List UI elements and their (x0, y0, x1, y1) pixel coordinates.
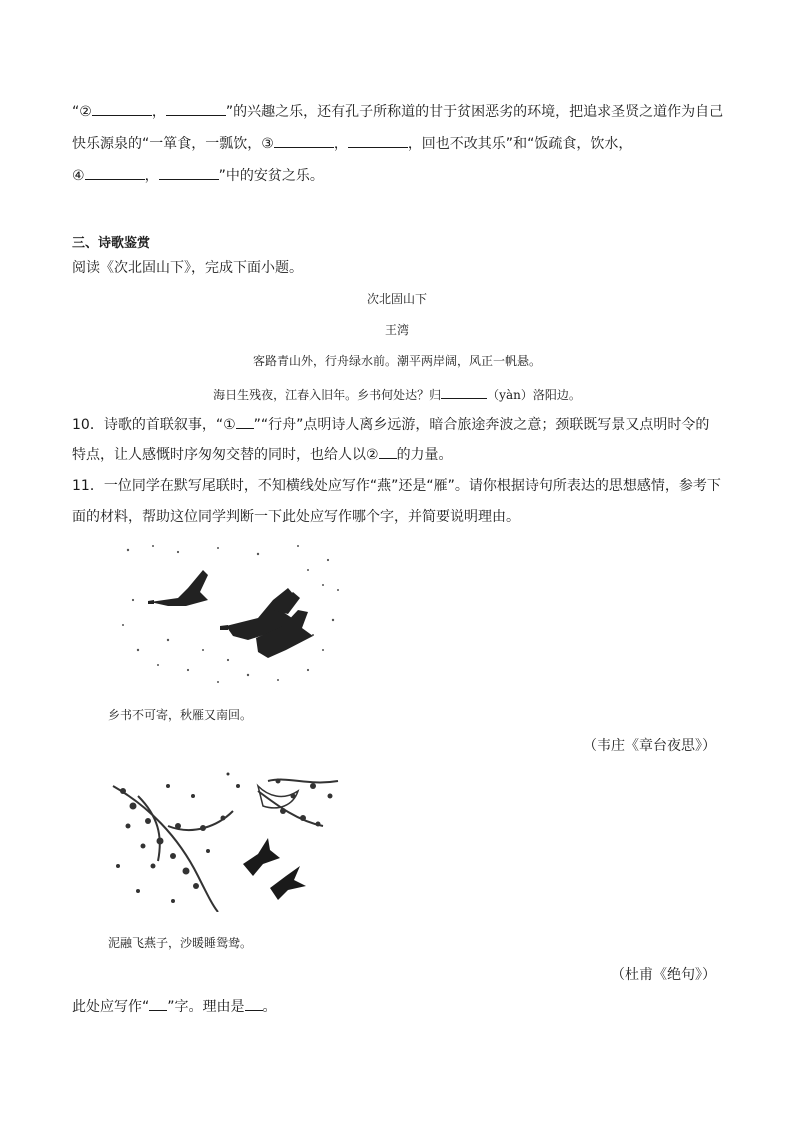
text-segment: ， (144, 168, 159, 184)
geese-illustration (108, 540, 350, 690)
text-segment: 的力量。 (396, 447, 453, 463)
fill-blank[interactable] (441, 384, 487, 399)
question-11-line-1: 11．一位同学在默写尾联时，不知横线处应写作“燕”还是“雁”。请你根据诗句所表达的思想感情，参考下 (72, 478, 721, 494)
text-segment: “② (72, 104, 92, 120)
text-line-3 (72, 165, 722, 186)
question-11-line-2: 面的材料，帮助这位同学判断一下此处应写作哪个字，并简要说明理由。 (72, 509, 520, 525)
text-segment: ，回也不改其乐”和“饭疏食，饮水， (407, 136, 633, 152)
text-segment: ”中的安贫之乐。 (218, 168, 324, 184)
text-segment: （yàn）洛阳边。 (487, 388, 581, 402)
material-2-source: （杜甫《绝句》） (611, 967, 716, 983)
poem-line-1: 客路青山外，行舟绿水前。潮平两岸阔，风正一帆悬。 (252, 354, 541, 368)
text-line-2 (72, 133, 722, 154)
fill-blank[interactable] (159, 165, 219, 180)
material-1-caption: 乡书不可寄，秋雁又南回。 (108, 708, 253, 722)
fill-blank[interactable] (379, 444, 397, 459)
material-2-caption: 泥融飞燕子，沙暖睡鸳鸯。 (108, 936, 253, 950)
material-1-source: （韦庄《章台夜思》） (583, 738, 716, 754)
text-segment: 海日生残夜，江春入旧年。乡书何处达？归 (213, 388, 442, 402)
fill-blank[interactable] (274, 133, 334, 148)
poem-title: 次北固山下 (366, 292, 427, 306)
section-heading: 三、诗歌鉴赏 (72, 236, 151, 251)
text-segment: ， (151, 104, 166, 120)
text-segment: ④ (72, 168, 85, 184)
fill-blank[interactable] (245, 996, 263, 1011)
text-segment: ”字。理由是 (167, 999, 245, 1015)
text-segment: 特点，让人感慨时序匆匆交替的同时，也给人以② (72, 447, 379, 463)
text-segment: 快乐源泉的“一箪食，一瓢饮，③ (72, 136, 274, 152)
fill-blank[interactable] (166, 101, 226, 116)
poem-line-2 (72, 384, 722, 404)
question-10-line-2 (72, 444, 722, 465)
text-segment: 。 (262, 999, 277, 1015)
fill-blank[interactable] (149, 996, 167, 1011)
text-segment: ”的兴趣之乐，还有孔子所称道的甘于贫困恶劣的环境，把追求圣贤之道作为自己 (225, 104, 724, 120)
fill-blank[interactable] (236, 414, 254, 429)
answer-line (72, 996, 722, 1017)
fill-blank[interactable] (85, 165, 145, 180)
fill-blank[interactable] (92, 101, 152, 116)
text-segment: ， (333, 136, 348, 152)
text-segment: 10．诗歌的首联叙事，“① (72, 417, 236, 433)
section-instruction: 阅读《次北固山下》，完成下面小题。 (72, 260, 303, 276)
poem-author: 王湾 (384, 323, 409, 337)
swallows-illustration (108, 766, 342, 912)
question-10-line-1 (72, 414, 722, 435)
text-line-1 (72, 101, 722, 122)
text-segment: ”“行舟”点明诗人离乡远游，暗合旅途奔波之意；颈联既写景又点明时令的 (253, 417, 710, 433)
text-segment: 此处应写作“ (72, 999, 150, 1015)
fill-blank[interactable] (348, 133, 408, 148)
